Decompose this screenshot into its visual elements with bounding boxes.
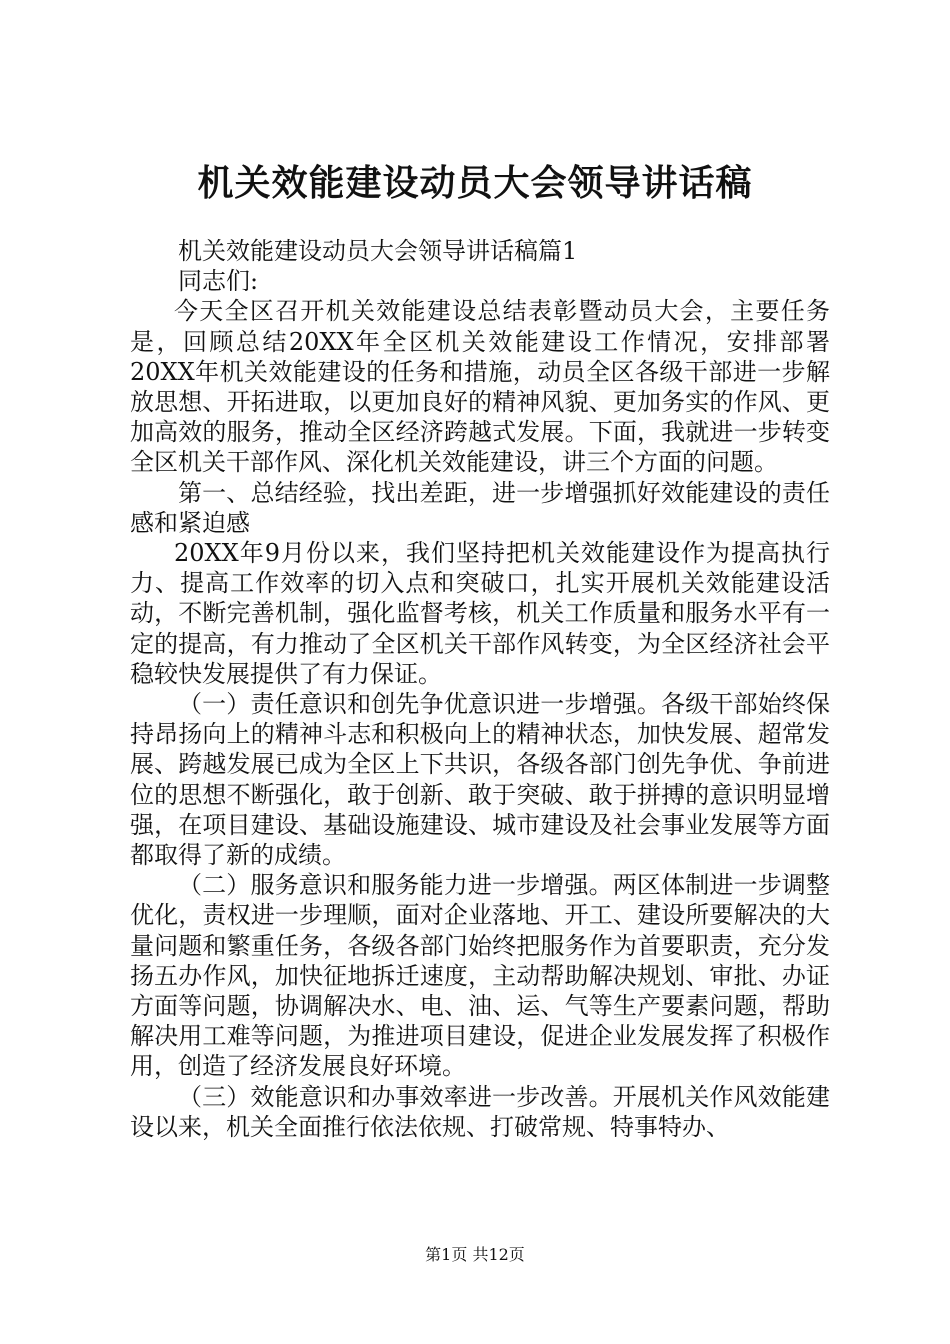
document-title: 机关效能建设动员大会领导讲话稿: [197, 162, 753, 204]
section-heading: 机关效能建设动员大会领导讲话稿篇1: [178, 237, 578, 265]
paragraph-part-one-heading: 第一、总结经验，找出差距，进一步增强抓好效能建设的责任感和紧迫感: [130, 478, 830, 537]
salutation: 同志们:: [178, 267, 259, 296]
paragraph-point-one: （一）责任意识和创先争优意识进一步增强。各级干部始终保持昂扬向上的精神斗志和积极向上的精神状态，加快发展、超常发展、跨越发展已成为全区上下共识，各级各部门创先争优、争前进位的思想不断强化，敢于创新、敢于突破、敢于拼搏的意识明显增强，在项目建设、基础设施建设、城市建设及社会事业发展等方面都取得了新的成绩。: [130, 690, 830, 870]
paragraph-intro: 今天全区召开机关效能建设总结表彰暨动员大会，主要任务是，回顾总结20XX年全区机关效能建设工作情况，安排部署20XX年机关效能建设的任务和措施，动员全区各级干部进一步解放思想、开拓进取，以更加良好的精神风貌、更加务实的作风、更加高效的服务，推动全区经济跨越式发展。下面，我就进一步转变全区机关干部作风、深化机关效能建设，讲三个方面的问题。: [130, 297, 830, 477]
paragraph-point-three: （三）效能意识和办事效率进一步改善。开展机关作风效能建设以来，机关全面推行依法依规、打破常规、特事特办、: [130, 1082, 830, 1141]
paragraph-review: 20XX年9月份以来，我们坚持把机关效能建设作为提高执行力、提高工作效率的切入点和突破口，扎实开展机关效能建设活动，不断完善机制，强化监督考核，机关工作质量和服务水平有一定的提高，有力推动了全区机关干部作风转变，为全区经济社会平稳较快发展提供了有力保证。: [130, 539, 830, 688]
paragraph-point-two: （二）服务意识和服务能力进一步增强。两区体制进一步调整优化，责权进一步理顺，面对企业落地、开工、建设所要解决的大量问题和繁重任务，各级各部门始终把服务作为首要职责，充分发扬五办作风，加快征地拆迁速度，主动帮助解决规划、审批、办证方面等问题，协调解决水、电、油、运、气等生产要素问题，帮助解决用工难等问题，为推进项目建设，促进企业发展发挥了积极作用，创造了经济发展良好环境。: [130, 871, 830, 1081]
page-number: 第1页 共12页: [425, 1245, 525, 1264]
document-body: [130, 236, 830, 1142]
